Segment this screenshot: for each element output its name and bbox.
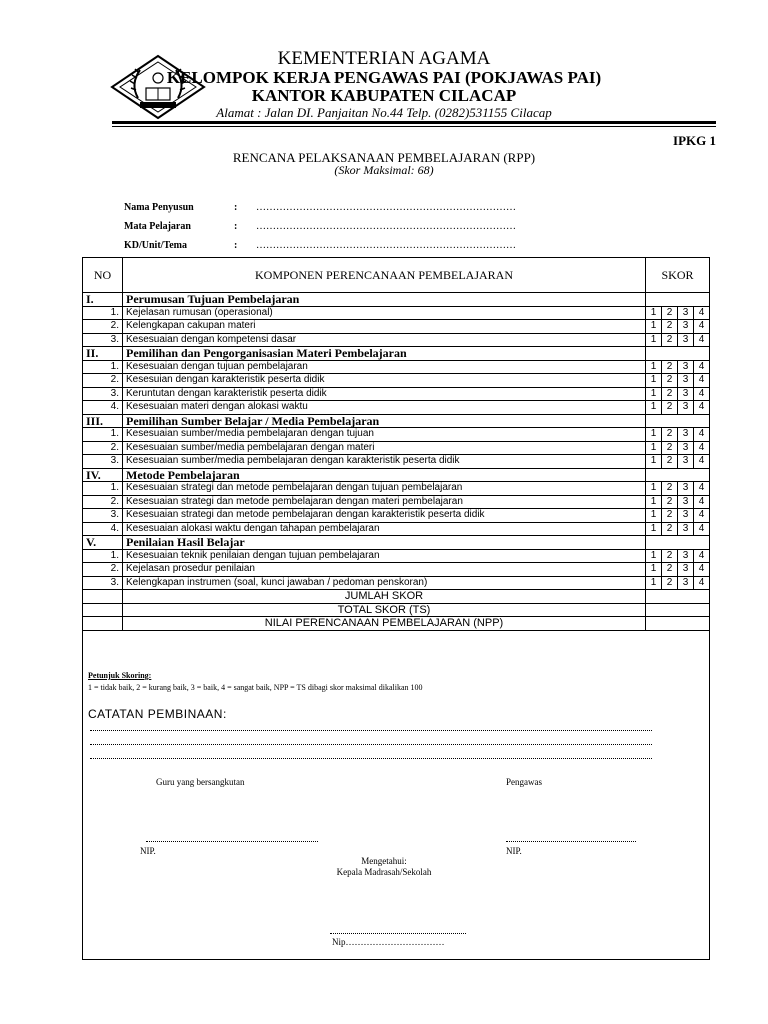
- criteria-row: [83, 428, 710, 442]
- identity-label: Mata Pelajaran: [124, 221, 191, 232]
- score-option-2[interactable]: 2: [662, 387, 678, 401]
- summary-label: NILAI PERENCANAAN PEMBELAJARAN (NPP): [123, 617, 646, 631]
- catatan-line[interactable]: [90, 730, 652, 731]
- score-option-4[interactable]: 4: [694, 495, 710, 509]
- summary-label: TOTAL SKOR (TS): [123, 603, 646, 617]
- score-option-3[interactable]: 3: [678, 441, 694, 455]
- score-option-1[interactable]: 1: [646, 360, 662, 374]
- catatan-line[interactable]: [90, 744, 652, 745]
- summary-score-cell[interactable]: [646, 617, 710, 631]
- score-option-3[interactable]: 3: [678, 387, 694, 401]
- score-option-4[interactable]: 4: [694, 401, 710, 415]
- criteria-row: [83, 549, 710, 563]
- score-option-4[interactable]: 4: [694, 374, 710, 388]
- scoring-instructions-text: 1 = tidak baik, 2 = kurang baik, 3 = baik, 4 = sangat baik, NPP = TS dibagi skor maksimal dikalikan 100: [88, 683, 423, 692]
- form-title: RENCANA PELAKSANAAN PEMBELAJARAN (RPP): [232, 150, 536, 165]
- criteria-text: Kelengkapan instrumen (soal, kunci jawaban / pedoman penskoran): [123, 576, 646, 590]
- criteria-number: 3.: [83, 576, 123, 590]
- letterhead-line3: KANTOR KABUPATEN CILACAP: [251, 86, 517, 105]
- score-option-2[interactable]: 2: [662, 428, 678, 442]
- score-option-1[interactable]: 1: [646, 495, 662, 509]
- mengetahui-label: Mengetahui:: [361, 856, 407, 866]
- section-number: IV.: [83, 468, 123, 482]
- identity-sep: :: [234, 202, 238, 213]
- score-option-2[interactable]: 2: [662, 441, 678, 455]
- score-option-4[interactable]: 4: [694, 320, 710, 334]
- score-option-1[interactable]: 1: [646, 576, 662, 590]
- criteria-text: Keruntutan dengan karakteristik peserta didik: [123, 387, 646, 401]
- criteria-number: 3.: [83, 333, 123, 347]
- nip-kepala: Nip……………………………: [332, 937, 445, 947]
- score-option-1[interactable]: 1: [646, 428, 662, 442]
- criteria-number: 2.: [83, 563, 123, 577]
- criteria-number: 3.: [83, 455, 123, 469]
- criteria-row: [83, 374, 710, 388]
- criteria-row: [83, 360, 710, 374]
- score-option-3[interactable]: 3: [678, 482, 694, 496]
- score-option-4[interactable]: 4: [694, 306, 710, 320]
- letterhead-rule-thick: [112, 121, 716, 124]
- score-option-1[interactable]: 1: [646, 441, 662, 455]
- summary-score-cell[interactable]: [646, 590, 710, 604]
- score-option-1[interactable]: 1: [646, 401, 662, 415]
- score-option-2[interactable]: 2: [662, 374, 678, 388]
- criteria-row: [83, 563, 710, 577]
- score-option-2[interactable]: 2: [662, 509, 678, 523]
- criteria-row: [83, 441, 710, 455]
- score-option-4[interactable]: 4: [694, 482, 710, 496]
- letterhead-address: Alamat : Jalan DI. Panjaitan No.44 Telp. (0282)531155 Cilacap: [216, 105, 552, 120]
- letterhead-rule-thin: [112, 126, 716, 127]
- score-option-4[interactable]: 4: [694, 387, 710, 401]
- criteria-row: [83, 401, 710, 415]
- catatan-line[interactable]: [90, 758, 652, 759]
- letterhead-line2: KELOMPOK KERJA PENGAWAS PAI (POKJAWAS PAI): [166, 68, 602, 87]
- score-option-1[interactable]: 1: [646, 522, 662, 536]
- nip-pengawas: NIP.: [506, 846, 522, 856]
- score-option-3[interactable]: 3: [678, 522, 694, 536]
- section-title: Penilaian Hasil Belajar: [123, 536, 646, 550]
- section-title: Pemilihan Sumber Belajar / Media Pembelajaran: [123, 414, 646, 428]
- section-score-empty: [646, 468, 710, 482]
- score-option-2[interactable]: 2: [662, 482, 678, 496]
- score-option-2[interactable]: 2: [662, 455, 678, 469]
- summary-row: [83, 603, 710, 617]
- section-score-empty: [646, 293, 710, 307]
- criteria-row: [83, 320, 710, 334]
- section-title: Pemilihan dan Pengorganisasian Materi Pembelajaran: [123, 347, 646, 361]
- score-option-1[interactable]: 1: [646, 455, 662, 469]
- criteria-number: 1.: [83, 428, 123, 442]
- score-option-3[interactable]: 3: [678, 576, 694, 590]
- identity-sep: :: [234, 240, 238, 251]
- section-row: [83, 293, 710, 307]
- section-title: Metode Pembelajaran: [123, 468, 646, 482]
- score-option-2[interactable]: 2: [662, 549, 678, 563]
- criteria-text: Kesesuaian sumber/media pembelajaran dengan karakteristik peserta didik: [123, 455, 646, 469]
- score-option-1[interactable]: 1: [646, 387, 662, 401]
- score-option-1[interactable]: 1: [646, 320, 662, 334]
- score-option-2[interactable]: 2: [662, 306, 678, 320]
- kepala-label: Kepala Madrasah/Sekolah: [336, 867, 432, 877]
- score-option-1[interactable]: 1: [646, 549, 662, 563]
- identity-row-kd: [124, 240, 516, 251]
- section-score-empty: [646, 536, 710, 550]
- criteria-row: [83, 482, 710, 496]
- criteria-text: Kesesuaian materi dengan alokasi waktu: [123, 401, 646, 415]
- criteria-row: [83, 522, 710, 536]
- score-option-2[interactable]: 2: [662, 320, 678, 334]
- score-option-2[interactable]: 2: [662, 401, 678, 415]
- criteria-number: 2.: [83, 320, 123, 334]
- identity-label: KD/Unit/Tema: [124, 240, 187, 251]
- identity-dots: ……………………………………………………………………: [256, 221, 516, 232]
- score-option-1[interactable]: 1: [646, 482, 662, 496]
- summary-row: [83, 590, 710, 604]
- criteria-text: Kesesuaian dengan tujuan pembelajaran: [123, 360, 646, 374]
- score-option-4[interactable]: 4: [694, 576, 710, 590]
- identity-row-nama: [124, 202, 516, 213]
- score-option-3[interactable]: 3: [678, 320, 694, 334]
- section-number: III.: [83, 414, 123, 428]
- criteria-number: 3.: [83, 509, 123, 523]
- criteria-text: Kejelasan rumusan (operasional): [123, 306, 646, 320]
- form-subtitle: (Skor Maksimal: 68): [334, 163, 434, 177]
- rpp-score-table: [82, 257, 710, 631]
- score-option-2[interactable]: 2: [662, 360, 678, 374]
- section-number: V.: [83, 536, 123, 550]
- criteria-row: [83, 495, 710, 509]
- summary-label: JUMLAH SKOR: [123, 590, 646, 604]
- criteria-row: [83, 387, 710, 401]
- catatan-heading: CATATAN PEMBINAAN:: [88, 707, 227, 721]
- score-option-2[interactable]: 2: [662, 563, 678, 577]
- summary-score-cell[interactable]: [646, 603, 710, 617]
- summary-no-empty: [83, 603, 123, 617]
- criteria-text: Kesesuaian sumber/media pembelajaran dengan materi: [123, 441, 646, 455]
- criteria-row: [83, 306, 710, 320]
- criteria-row: [83, 576, 710, 590]
- section-row: [83, 414, 710, 428]
- criteria-number: 1.: [83, 549, 123, 563]
- criteria-text: Kesesuaian sumber/media pembelajaran dengan tujuan: [123, 428, 646, 442]
- signature-guru-label: Guru yang bersangkutan: [156, 777, 245, 787]
- criteria-text: Kesesuian dengan karakteristik peserta didik: [123, 374, 646, 388]
- section-row: [83, 536, 710, 550]
- score-option-3[interactable]: 3: [678, 549, 694, 563]
- section-number: II.: [83, 347, 123, 361]
- criteria-number: 2.: [83, 495, 123, 509]
- score-option-2[interactable]: 2: [662, 495, 678, 509]
- score-option-1[interactable]: 1: [646, 306, 662, 320]
- criteria-number: 1.: [83, 482, 123, 496]
- summary-no-empty: [83, 617, 123, 631]
- section-title: Perumusan Tujuan Pembelajaran: [123, 293, 646, 307]
- score-option-2[interactable]: 2: [662, 333, 678, 347]
- criteria-text: Kesesuaian dengan kompetensi dasar: [123, 333, 646, 347]
- score-option-2[interactable]: 2: [662, 522, 678, 536]
- score-option-3[interactable]: 3: [678, 333, 694, 347]
- criteria-number: 2.: [83, 441, 123, 455]
- score-option-1[interactable]: 1: [646, 333, 662, 347]
- score-option-3[interactable]: 3: [678, 563, 694, 577]
- section-number: I.: [83, 293, 123, 307]
- scoring-instructions-heading: Petunjuk Skoring:: [88, 671, 152, 680]
- signature-kepala-line[interactable]: [330, 933, 466, 934]
- header-no: NO: [83, 258, 123, 293]
- score-option-3[interactable]: 3: [678, 455, 694, 469]
- score-option-4[interactable]: 4: [694, 360, 710, 374]
- summary-no-empty: [83, 590, 123, 604]
- criteria-row: [83, 509, 710, 523]
- criteria-number: 1.: [83, 306, 123, 320]
- criteria-text: Kesesuaian strategi dan metode pembelajaran dengan materi pembelajaran: [123, 495, 646, 509]
- score-option-3[interactable]: 3: [678, 374, 694, 388]
- criteria-text: Kelengkapan cakupan materi: [123, 320, 646, 334]
- criteria-number: 1.: [83, 360, 123, 374]
- score-option-4[interactable]: 4: [694, 428, 710, 442]
- section-row: [83, 468, 710, 482]
- score-option-1[interactable]: 1: [646, 563, 662, 577]
- section-score-empty: [646, 414, 710, 428]
- form-code: IPKG 1: [673, 133, 716, 148]
- criteria-text: Kesesuaian alokasi waktu dengan tahapan pembelajaran: [123, 522, 646, 536]
- criteria-number: 3.: [83, 387, 123, 401]
- header-component: KOMPONEN PERENCANAAN PEMBELAJARAN: [123, 258, 646, 293]
- criteria-text: Kesesuaian strategi dan metode pembelajaran dengan tujuan pembelajaran: [123, 482, 646, 496]
- section-row: [83, 347, 710, 361]
- score-option-3[interactable]: 3: [678, 360, 694, 374]
- identity-dots: ……………………………………………………………………: [256, 240, 516, 251]
- score-option-4[interactable]: 4: [694, 509, 710, 523]
- score-option-2[interactable]: 2: [662, 576, 678, 590]
- header-score: SKOR: [646, 258, 710, 293]
- score-option-4[interactable]: 4: [694, 563, 710, 577]
- identity-dots: ……………………………………………………………………: [256, 202, 516, 213]
- score-option-3[interactable]: 3: [678, 401, 694, 415]
- letterhead-line1: KEMENTERIAN AGAMA: [277, 48, 491, 69]
- score-option-4[interactable]: 4: [694, 333, 710, 347]
- criteria-text: Kejelasan prosedur penilaian: [123, 563, 646, 577]
- section-score-empty: [646, 347, 710, 361]
- signature-pengawas-label: Pengawas: [506, 777, 542, 787]
- table-header-row: [83, 258, 710, 293]
- signature-guru-line[interactable]: [146, 841, 318, 842]
- criteria-number: 2.: [83, 374, 123, 388]
- criteria-number: 4.: [83, 522, 123, 536]
- identity-row-mapel: [124, 221, 516, 232]
- score-option-4[interactable]: 4: [694, 549, 710, 563]
- score-option-3[interactable]: 3: [678, 428, 694, 442]
- criteria-row: [83, 455, 710, 469]
- score-option-4[interactable]: 4: [694, 441, 710, 455]
- score-option-3[interactable]: 3: [678, 306, 694, 320]
- score-option-1[interactable]: 1: [646, 509, 662, 523]
- nip-guru: NIP.: [140, 846, 156, 856]
- criteria-text: Kesesuaian strategi dan metode pembelajaran dengan karakteristik peserta didik: [123, 509, 646, 523]
- summary-row: [83, 617, 710, 631]
- score-option-3[interactable]: 3: [678, 509, 694, 523]
- identity-label: Nama Penyusun: [124, 202, 194, 213]
- criteria-row: [83, 333, 710, 347]
- score-option-1[interactable]: 1: [646, 374, 662, 388]
- criteria-text: Kesesuaian teknik penilaian dengan tujuan pembelajaran: [123, 549, 646, 563]
- signature-pengawas-line[interactable]: [506, 841, 636, 842]
- score-option-3[interactable]: 3: [678, 495, 694, 509]
- score-option-4[interactable]: 4: [694, 455, 710, 469]
- score-option-4[interactable]: 4: [694, 522, 710, 536]
- identity-sep: :: [234, 221, 238, 232]
- criteria-number: 4.: [83, 401, 123, 415]
